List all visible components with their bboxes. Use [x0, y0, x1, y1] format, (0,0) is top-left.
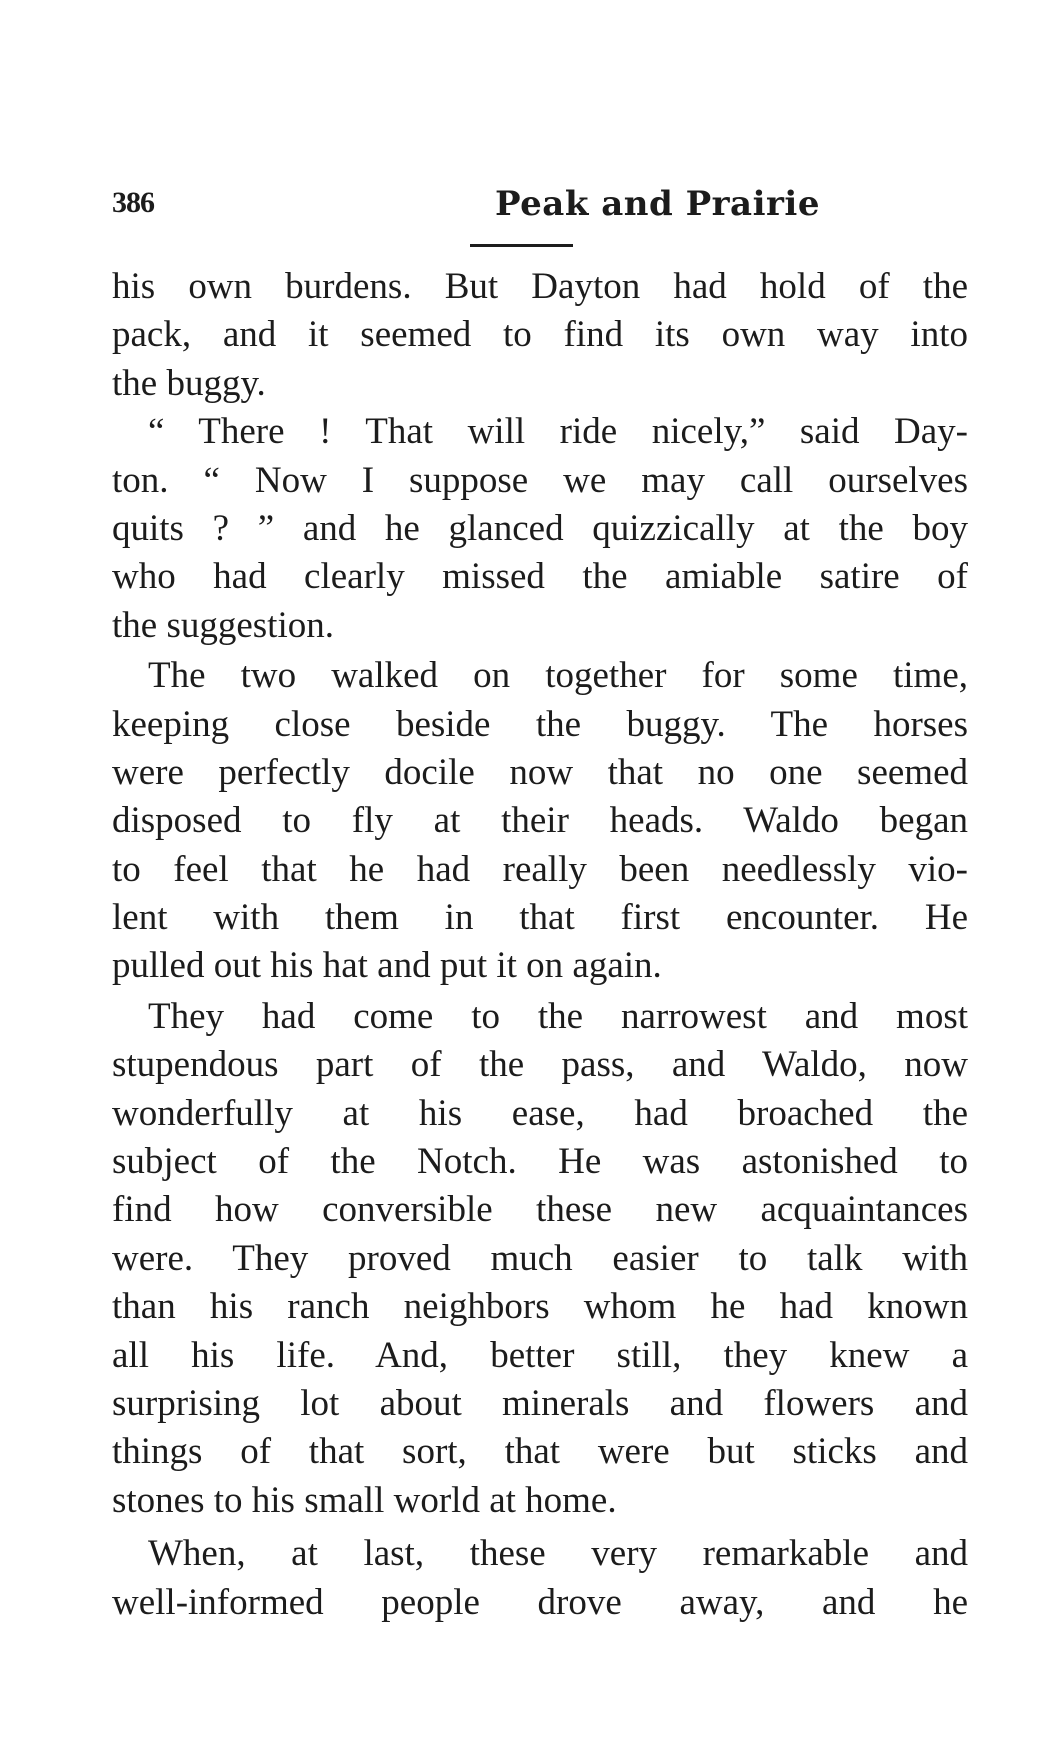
text-line: ton. “ Now I suppose we may call ourselves	[112, 459, 968, 501]
text-line: subject of the Notch. He was astonished to	[112, 1141, 968, 1183]
text-line: were perfectly docile now that no one seemed	[112, 751, 968, 793]
text-line: stupendous part of the pass, and Waldo, now	[112, 1044, 968, 1086]
text-line: pack, and it seemed to find its own way into	[112, 314, 968, 356]
text-body	[112, 263, 968, 1627]
text-line: the buggy.	[112, 362, 266, 404]
text-line: “ There ! That will ride nicely,” said Day-	[148, 411, 968, 453]
text-line: all his life. And, better still, they knew a	[112, 1334, 968, 1376]
text-line: than his ranch neighbors whom he had known	[112, 1286, 968, 1328]
text-line: disposed to fly at their heads. Waldo began	[112, 800, 968, 842]
text-line: the suggestion.	[112, 604, 334, 646]
paragraph	[112, 993, 968, 1525]
text-line: were. They proved much easier to talk with	[112, 1237, 968, 1279]
paragraph	[112, 652, 968, 991]
text-line: lent with them in that first encounter. He	[112, 897, 968, 939]
running-title: Peak and Prairie	[495, 184, 820, 224]
text-line: quits ? ” and he glanced quizzically at the boy	[112, 507, 968, 549]
text-line: keeping close beside the buggy. The horses	[112, 703, 968, 745]
page-header	[110, 186, 968, 230]
page-number: 386	[112, 186, 154, 219]
text-line: They had come to the narrowest and most	[148, 995, 968, 1037]
text-line: to feel that he had really been needlessly vio-	[112, 848, 968, 890]
text-line: his own burdens. But Dayton had hold of the	[112, 266, 968, 307]
text-line: well-informed people drove away, and he	[112, 1581, 968, 1623]
paragraph	[112, 263, 968, 408]
text-line: The two walked on together for some time,	[148, 655, 968, 697]
text-line: When, at last, these very remarkable and	[148, 1533, 968, 1575]
text-line: who had clearly missed the amiable satire of	[112, 556, 968, 598]
text-line: surprising lot about minerals and flowers and	[112, 1382, 968, 1424]
text-line: things of that sort, that were but sticks and	[112, 1431, 968, 1473]
paragraph	[112, 408, 968, 650]
text-line: pulled out his hat and put it on again.	[112, 945, 662, 987]
header-rule	[470, 244, 573, 247]
text-line: find how conversible these new acquaintances	[112, 1189, 968, 1231]
paragraph	[112, 1530, 968, 1627]
text-line: stones to his small world at home.	[112, 1479, 617, 1521]
text-line: wonderfully at his ease, had broached the	[112, 1092, 968, 1134]
